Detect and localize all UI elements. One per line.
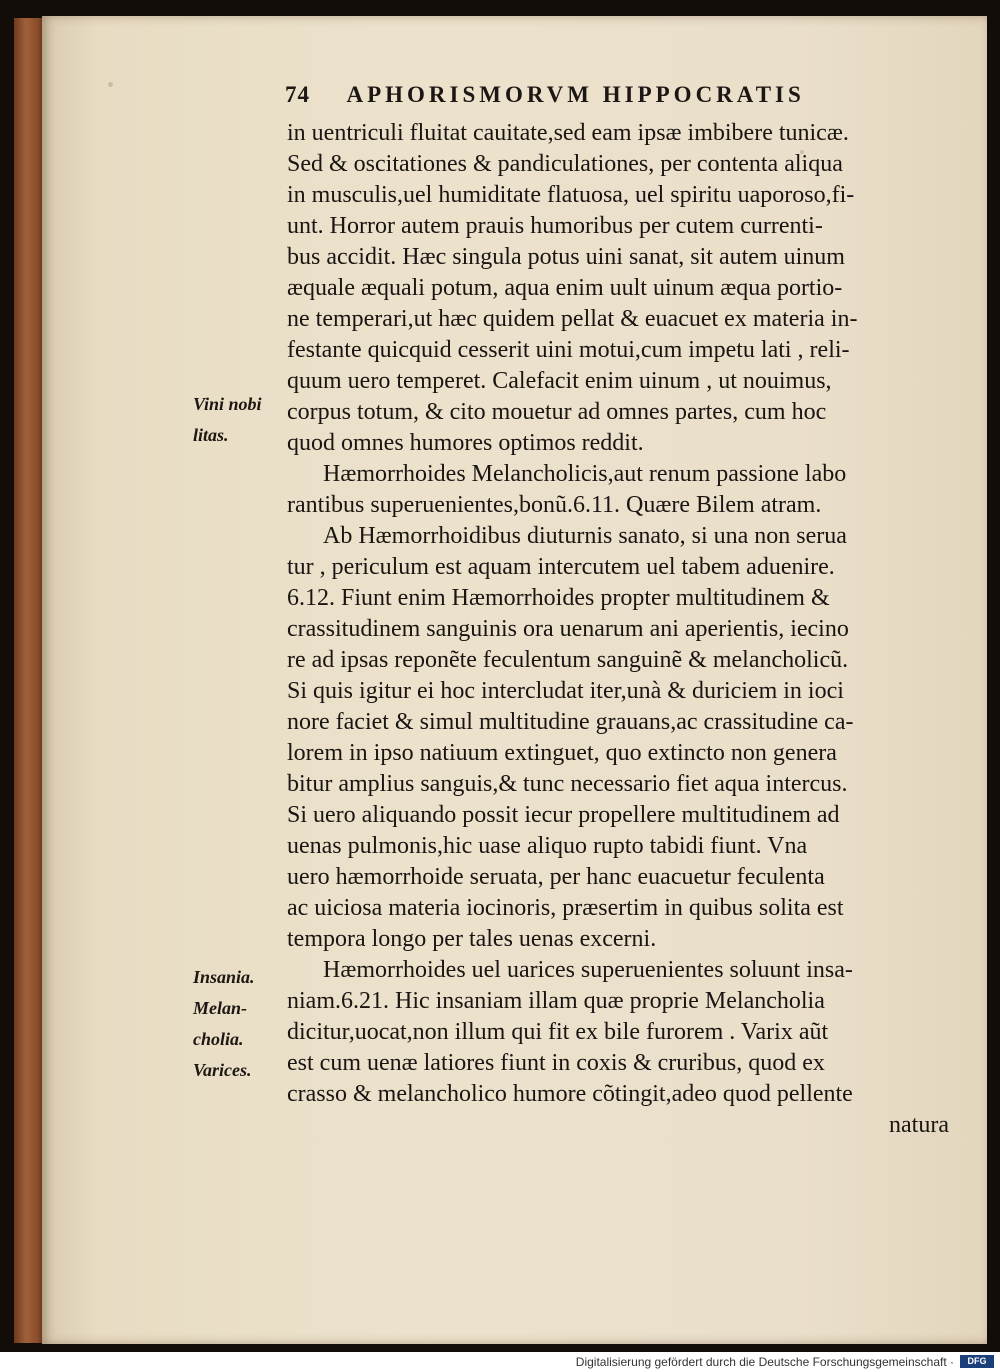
text-line: quod omnes humores optimos reddit. [287,430,644,456]
text-line: crassitudinem sanguinis ora uenarum ani aperientis, iecino [287,616,849,642]
text-line: festante quicquid cesserit uini motui,cum impetu lati , reli- [287,337,850,363]
text-line: Si quis igitur ei hoc intercludat iter,unà & duriciem in ioci [287,678,844,704]
text-line: re ad ipsas reponẽte feculentum sanguinẽ & melancholicũ. [287,647,849,673]
text-line: lorem in ipso natiuum extinguet, quo extincto non genera [287,740,837,766]
text-line: uero hæmorrhoide seruata, per hanc euacuetur feculenta [287,864,825,890]
text-line: uenas pulmonis,hic uase aliquo rupto tabidi fiunt. Vna [287,833,808,859]
book-spine-edge [14,18,44,1343]
text-line: ne temperari,ut hæc quidem pellat & euacuet ex materia in- [287,306,858,332]
text-line: rantibus superuenientes,bonũ.6.11. Quære Bilem atram. [287,492,822,518]
text-line: Si uero aliquando possit iecur propellere multitudinem ad [287,802,840,828]
running-header [285,82,905,108]
text-line: unt. Horror autem prauis humoribus per cutem currenti- [287,213,823,239]
text-line: quum uero temperet. Calefacit enim uinum , ut nouimus, [287,368,832,394]
page-number: 74 [285,82,310,107]
text-line: in uentriculi fluitat cauitate,sed eam ipsæ imbibere tunicæ. [287,120,849,146]
marginal-note-insania: Insania. [193,967,255,987]
marginal-note-melancholia-cont: cholia. [193,1029,244,1049]
text-line: bus accidit. Hæc singula potus uini sanat, sit autem uinum [287,244,845,270]
text-line: æquale æquali potum, aqua enim uult uinum æqua portio- [287,275,843,301]
funding-credit: Digitalisierung gefördert durch die Deutsche Forschungsgemeinschaft · [575,1355,954,1369]
text-line: 6.12. Fiunt enim Hæmorrhoides propter multitudinem & [287,585,830,611]
text-line: Hæmorrhoides Melancholicis,aut renum passione labo [323,461,847,487]
text-line: Ab Hæmorrhoidibus diuturnis sanato, si una non serua [323,523,847,549]
text-line: corpus totum, & cito mouetur ad omnes partes, cum hoc [287,399,827,425]
body-text [287,118,957,1141]
text-line: ac uiciosa materia iocinoris, præsertim in quibus solita est [287,895,844,921]
dfg-logo: DFG [960,1355,994,1368]
text-line: crasso & melancholico humore cõtingit,adeo quod pellente [287,1081,853,1107]
text-line: tur , periculum est aquam intercutem uel tabem aduenire. [287,554,835,580]
marginal-note-vini-cont: litas. [193,425,229,445]
marginal-note-vini: Vini nobi [193,394,262,414]
text-line: in musculis,uel humiditate flatuosa, uel spiritu uaporoso,fi- [287,182,855,208]
ink-speck [108,82,113,87]
catchword: natura [889,1112,949,1138]
marginal-note-melancholia: Melan- [193,998,247,1018]
running-title: APHORISMORVM HIPPOCRATIS [346,82,805,107]
text-line: est cum uenæ latiores fiunt in coxis & cruribus, quod ex [287,1050,825,1076]
text-line: Sed & oscitationes & pandiculationes, per contenta aliqua [287,151,843,177]
digitization-footer [0,1352,1000,1372]
text-line: tempora longo per tales uenas excerni. [287,926,657,952]
marginal-note-varices: Varices. [193,1060,252,1080]
text-line: niam.6.21. Hic insaniam illam quæ proprie Melancholia [287,988,825,1014]
text-line: Hæmorrhoides uel uarices superuenientes soluunt insa- [323,957,853,983]
text-line: bitur amplius sanguis,& tunc necessario fiet aqua intercus. [287,771,848,797]
text-line: dicitur,uocat,non illum qui fit ex bile furorem . Varix aũt [287,1019,829,1045]
text-line: nore faciet & simul multitudine grauans,ac crassitudine ca- [287,709,854,735]
